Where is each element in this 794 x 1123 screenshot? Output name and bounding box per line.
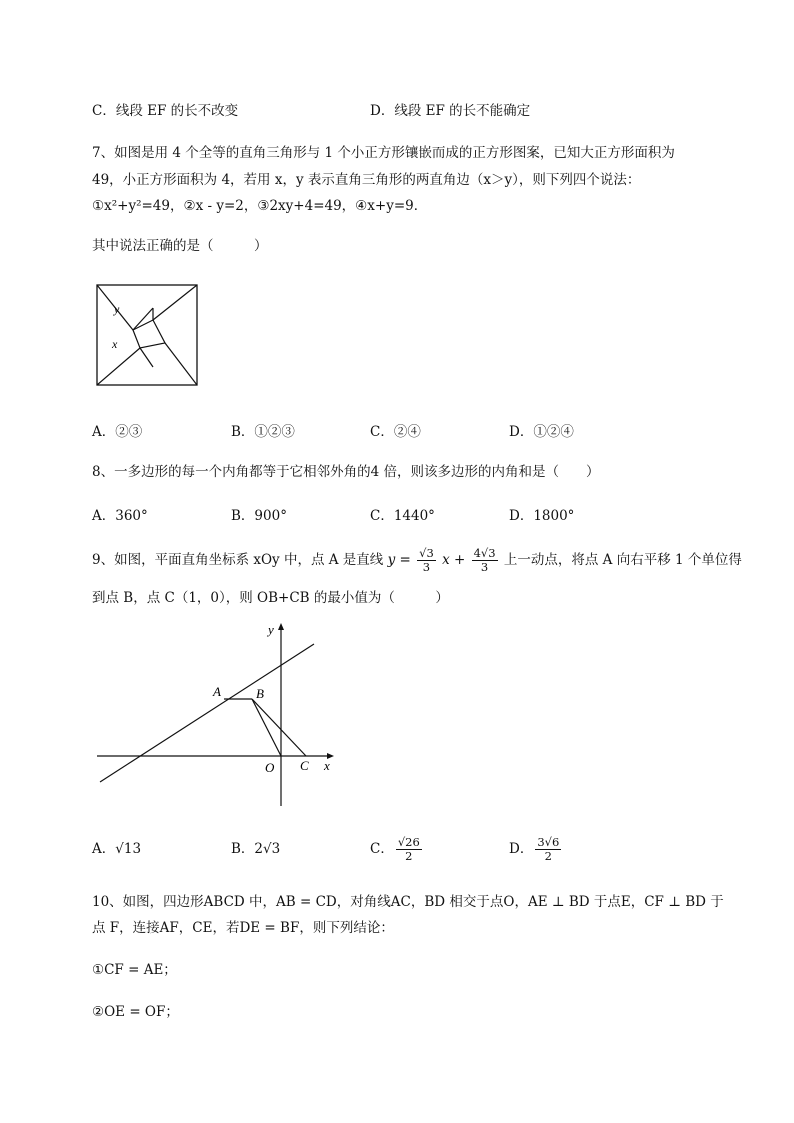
q9-option-d-prefix: D． xyxy=(509,841,534,857)
q9-option-b xyxy=(231,834,280,864)
q9-label-a: A xyxy=(213,684,221,699)
q9-segment-bc xyxy=(252,699,306,756)
q9-line xyxy=(100,644,314,782)
q9-option-a xyxy=(92,834,141,864)
q7-text-line4: 其中说法正确的是（ ） xyxy=(92,238,268,254)
q9-eq-frac1-num: √3 xyxy=(419,546,434,560)
q9-eq-y: y = xyxy=(387,552,411,568)
q9-label-o: O xyxy=(265,760,275,775)
q8-text-line1: 8、一多边形的每一个内角都等于它相邻外角的4 倍，则该多边形的内角和是（ ） xyxy=(92,464,600,480)
q9-option-d xyxy=(509,834,563,864)
q9-option-c-prefix: C． xyxy=(370,841,394,857)
q7-text-line2: 49，小正方形面积为 4，若用 x，y 表示直角三角形的两直角边（x＞y），则下列四个说法： xyxy=(92,172,641,188)
q9-text-start: 9、如图，平面直角坐标系 xOy 中，点 A 是直线 xyxy=(92,552,384,568)
q10-text-line3: ①CF = AE； xyxy=(92,962,177,978)
q9-eq-frac2-den: 3 xyxy=(480,560,489,574)
q7-square-figure xyxy=(90,280,205,390)
q8-option-c: C．1440° xyxy=(370,508,435,524)
q9-option-d-den: 2 xyxy=(544,849,552,863)
q9-option-c-den: 2 xyxy=(405,849,413,863)
q9-eq-frac2-num: 4√3 xyxy=(473,546,496,560)
q7-label-x: x xyxy=(112,337,118,351)
q9-text-line2: 到点 B，点 C（1，0），则 OB+CB 的最小值为（ ） xyxy=(92,590,449,606)
q8-option-a: A．360° xyxy=(92,508,148,524)
q9-option-a-value: √13 xyxy=(115,841,142,857)
q7-option-c: C．②④ xyxy=(370,424,421,440)
q9-eq-frac2 xyxy=(472,547,498,574)
q9-option-c xyxy=(370,834,424,864)
q9-option-d-num: 3√6 xyxy=(537,835,560,849)
q9-option-c-num: √26 xyxy=(397,835,420,849)
q9-segment-bo xyxy=(252,699,281,756)
q7-option-d: D．①②④ xyxy=(509,424,574,440)
q9-label-y: y xyxy=(268,622,274,637)
q9-label-x: x xyxy=(324,758,330,773)
q7-label-y: y xyxy=(114,302,120,316)
q9-label-c: C xyxy=(300,758,309,773)
q9-text-line1 xyxy=(92,545,742,575)
q9-coordinate-figure xyxy=(92,618,352,810)
q7-option-a: A．②③ xyxy=(92,424,143,440)
q9-eq-frac1-den: 3 xyxy=(422,560,431,574)
q10-text-line1: 10、如图，四边形ABCD 中，AB = CD，对角线AC，BD 相交于点O，AE ⊥ BD 于点E，CF ⊥ BD 于 xyxy=(92,894,724,910)
q7-text-line1: 7、如图是用 4 个全等的直角三角形与 1 个小正方形镶嵌而成的正方形图案，已知大正方形面积为 xyxy=(92,145,675,161)
q9-option-b-prefix: B． xyxy=(231,841,255,857)
q9-option-a-prefix: A． xyxy=(92,841,116,857)
q7-text-line3: ①x²+y²=49，②x - y=2，③2xy+4=49，④x+y=9． xyxy=(92,198,428,214)
q6-option-c: C．线段 EF 的长不改变 xyxy=(92,103,239,119)
q9-eq-frac1 xyxy=(417,547,436,574)
q8-option-d: D．1800° xyxy=(509,508,575,524)
q7-large-square xyxy=(97,285,197,385)
q9-label-b: B xyxy=(256,686,264,701)
q9-text-end: 上一动点，将点 A 向右平移 1 个单位得 xyxy=(503,552,742,568)
q7-option-b: B．①②③ xyxy=(231,424,295,440)
q9-option-d-frac xyxy=(535,836,561,863)
q6-option-d: D．线段 EF 的长不能确定 xyxy=(370,103,531,119)
q9-eq-x: x + xyxy=(442,552,466,568)
q10-text-line4: ②OE = OF； xyxy=(92,1004,179,1020)
q9-option-b-value: 2√3 xyxy=(254,841,281,857)
q9-option-c-frac xyxy=(396,836,422,863)
q10-text-line2: 点 F，连接AF，CE，若DE = BF，则下列结论： xyxy=(92,920,394,936)
q8-option-b: B．900° xyxy=(231,508,287,524)
